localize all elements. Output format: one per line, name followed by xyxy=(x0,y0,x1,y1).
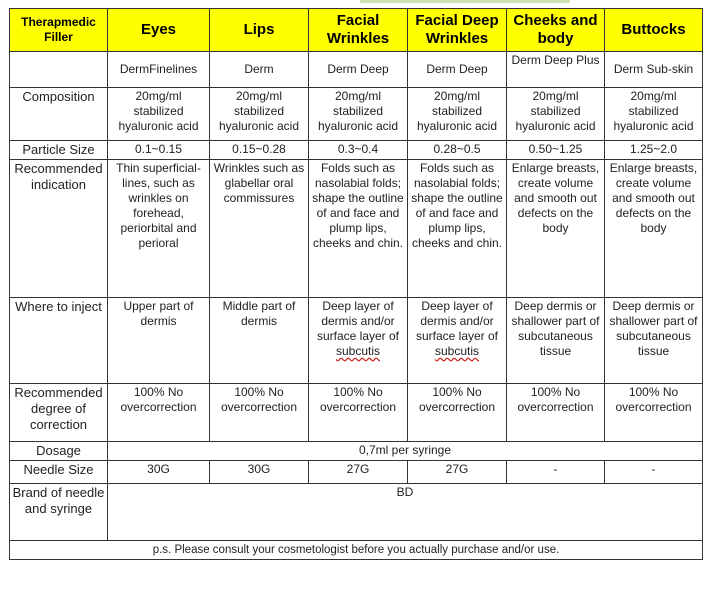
product-cell: Derm Deep Plus xyxy=(507,52,605,88)
product-cell: Derm xyxy=(210,52,309,88)
needle-cell: - xyxy=(507,461,605,484)
composition-cell: 20mg/ml stabilized hyaluronic acid xyxy=(210,88,309,141)
indication-cell: Enlarge breasts, create volume and smooth out defects on the body xyxy=(507,160,605,298)
needle-size-row xyxy=(10,461,703,484)
where-cell: Deep dermis or shallower part of subcutaneous tissue xyxy=(507,298,605,384)
composition-cell: 20mg/ml stabilized hyaluronic acid xyxy=(309,88,408,141)
particle-size-cell: 1.25~2.0 xyxy=(605,141,703,160)
particle-size-cell: 0.28~0.5 xyxy=(408,141,507,160)
composition-cell: 20mg/ml stabilized hyaluronic acid xyxy=(605,88,703,141)
correction-cell: 100% No overcorrection xyxy=(605,384,703,442)
product-cell: DermFinelines xyxy=(108,52,210,88)
indication-cell: Enlarge breasts, create volume and smooth out defects on the body xyxy=(605,160,703,298)
product-row xyxy=(10,52,703,88)
dosage-row xyxy=(10,442,703,461)
composition-cell: 20mg/ml stabilized hyaluronic acid xyxy=(507,88,605,141)
correction-cell: 100% No overcorrection xyxy=(507,384,605,442)
where-text: Deep layer of dermis and/or surface layer of xyxy=(316,299,400,343)
particle-size-cell: 0.3~0.4 xyxy=(309,141,408,160)
indication-label: Recommended indication xyxy=(10,160,108,298)
indication-cell: Folds such as nasolabial folds; shape the outline of and face and plump lips, cheeks and chin. xyxy=(408,160,507,298)
correction-cell: 100% No overcorrection xyxy=(108,384,210,442)
product-cell: Derm Deep xyxy=(408,52,507,88)
needle-cell: 30G xyxy=(108,461,210,484)
needle-cell: 30G xyxy=(210,461,309,484)
footnote: p.s. Please consult your cosmetologist before you actually purchase and/or use. xyxy=(10,541,703,560)
indication-cell: Thin superficial-lines, such as wrinkles on forehead, periorbital and perioral xyxy=(108,160,210,298)
subcutis-word: subcutis xyxy=(434,344,480,358)
particle-size-label: Particle Size xyxy=(10,141,108,160)
correction-label: Recommended degree of correction xyxy=(10,384,108,442)
brand-row xyxy=(10,484,703,541)
product-label-empty xyxy=(10,52,108,88)
where-cell: Middle part of dermis xyxy=(210,298,309,384)
indication-cell: Wrinkles such as glabellar oral commissures xyxy=(210,160,309,298)
header-row xyxy=(10,9,703,52)
header-lips: Lips xyxy=(210,9,309,52)
header-buttocks: Buttocks xyxy=(605,9,703,52)
brand-value: BD xyxy=(108,484,703,541)
particle-size-cell: 0.50~1.25 xyxy=(507,141,605,160)
footnote-row xyxy=(10,541,703,560)
header-facial-deep-wrinkles: Facial Deep Wrinkles xyxy=(408,9,507,52)
correction-cell: 100% No overcorrection xyxy=(309,384,408,442)
indication-cell: Folds such as nasolabial folds; shape the outline of and face and plump lips, cheeks and chin. xyxy=(309,160,408,298)
particle-size-cell: 0.15~0.28 xyxy=(210,141,309,160)
composition-cell: 20mg/ml stabilized hyaluronic acid xyxy=(408,88,507,141)
correction-cell: 100% No overcorrection xyxy=(210,384,309,442)
where-cell xyxy=(408,298,507,384)
product-cell: Derm Sub-skin xyxy=(605,52,703,88)
product-cell: Derm Deep xyxy=(309,52,408,88)
top-accent-line xyxy=(360,0,570,3)
filler-comparison-table xyxy=(9,8,703,560)
particle-size-row xyxy=(10,141,703,160)
where-cell: Deep dermis or shallower part of subcutaneous tissue xyxy=(605,298,703,384)
dosage-label: Dosage xyxy=(10,442,108,461)
composition-cell: 20mg/ml stabilized hyaluronic acid xyxy=(108,88,210,141)
needle-size-label: Needle Size xyxy=(10,461,108,484)
header-cheeks-and-body: Cheeks and body xyxy=(507,9,605,52)
where-cell: Upper part of dermis xyxy=(108,298,210,384)
correction-cell: 100% No overcorrection xyxy=(408,384,507,442)
where-to-inject-row xyxy=(10,298,703,384)
where-cell xyxy=(309,298,408,384)
header-eyes: Eyes xyxy=(108,9,210,52)
header-therapmedic-filler: Therapmedic Filler xyxy=(10,9,108,52)
particle-size-cell: 0.1~0.15 xyxy=(108,141,210,160)
needle-cell: 27G xyxy=(309,461,408,484)
dosage-value: 0,7ml per syringe xyxy=(108,442,703,461)
composition-label: Composition xyxy=(10,88,108,141)
indication-row xyxy=(10,160,703,298)
correction-row xyxy=(10,384,703,442)
where-to-inject-label: Where to inject xyxy=(10,298,108,384)
brand-label: Brand of needle and syringe xyxy=(10,484,108,541)
header-facial-wrinkles: Facial Wrinkles xyxy=(309,9,408,52)
needle-cell: - xyxy=(605,461,703,484)
composition-row xyxy=(10,88,703,141)
where-text: Deep layer of dermis and/or surface layer of xyxy=(415,299,499,343)
needle-cell: 27G xyxy=(408,461,507,484)
subcutis-word: subcutis xyxy=(335,344,381,358)
